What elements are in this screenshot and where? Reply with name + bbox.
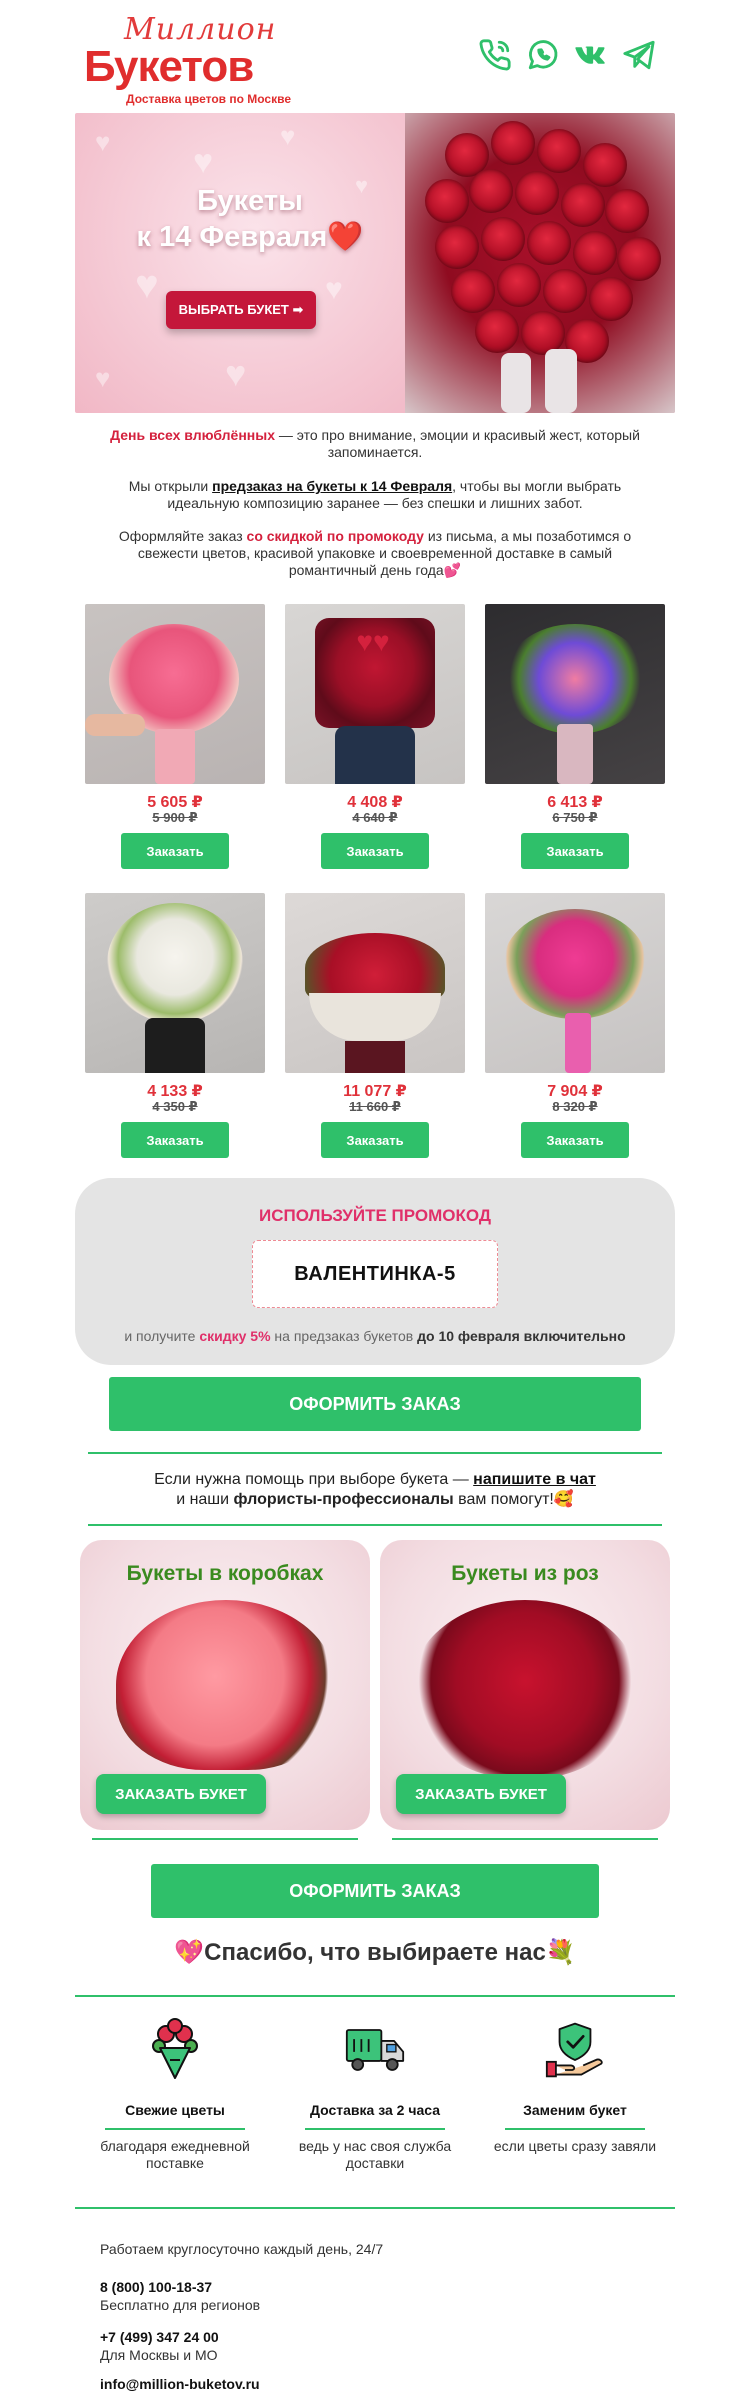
- product-old-price: 4 350 ₽: [152, 1099, 198, 1114]
- product-image-pink-roses[interactable]: [85, 604, 265, 784]
- feature-delivery: [285, 2018, 465, 2172]
- category-title: Букеты в коробках: [126, 1562, 324, 1585]
- help-line2-start: и наши: [176, 1491, 234, 1508]
- product-old-price: 11 660 ₽: [349, 1099, 401, 1114]
- roses-box-image: [116, 1600, 336, 1770]
- footer-phone-1-block: [100, 2278, 260, 2314]
- florists-bold: флористы-профессионалы: [233, 1491, 454, 1508]
- promo-title: ИСПОЛЬЗУЙТЕ ПРОМОКОД: [259, 1206, 491, 1225]
- feature-title: Заменим букет: [523, 2102, 627, 2118]
- shield-hand-icon: [545, 2018, 605, 2082]
- intro-p3-start: Оформляйте заказ: [118, 528, 247, 544]
- bouquet-icon: [145, 2018, 205, 2082]
- footer-phone-2[interactable]: +7 (499) 347 24 00: [100, 2329, 219, 2345]
- divider: [88, 1452, 662, 1454]
- help-line2-rest: вам помогут!🥰: [453, 1491, 574, 1508]
- product-image-iris-roses[interactable]: [485, 604, 665, 784]
- promo-note-mid: на предзаказ букетов: [270, 1328, 418, 1344]
- hero-title-line1: Букеты: [197, 185, 303, 217]
- preorder-link[interactable]: предзаказ на букеты к 14 Февраля: [212, 478, 453, 494]
- heart-emoji: ❤️: [327, 221, 364, 253]
- intro-p2-text: , чтобы вы могли выбрать идеальную композицию заранее — без спешки и лишних забот.: [167, 478, 622, 511]
- divider: [75, 2207, 675, 2209]
- product-price: 11 077 ₽: [343, 1083, 407, 1100]
- telegram-icon[interactable]: [620, 36, 658, 74]
- order-product-button[interactable]: Заказать: [121, 1122, 229, 1158]
- logo-main: Букетов: [84, 42, 254, 91]
- feature-underline: [105, 2128, 245, 2130]
- promo-discount-highlight: со скидкой по промокоду: [246, 528, 424, 544]
- order-bouquet-button[interactable]: ЗАКАЗАТЬ БУКЕТ: [96, 1774, 266, 1814]
- order-bouquet-button[interactable]: ЗАКАЗАТЬ БУКЕТ: [396, 1774, 566, 1814]
- divider: [392, 1838, 658, 1840]
- logo[interactable]: [84, 12, 304, 106]
- product-card: [85, 604, 265, 869]
- intro-p1-text: — это про внимание, эмоции и красивый жест, который запоминается.: [275, 427, 640, 460]
- header: [0, 0, 750, 110]
- product-card: [485, 604, 665, 869]
- thanks-heading: 💖Спасибо, что выбираете нас💐: [174, 1939, 576, 1966]
- product-price: 4 408 ₽: [347, 794, 403, 811]
- hero-title-line2: к 14 Февраля: [136, 221, 328, 253]
- intro-p2-start: Мы открыли: [128, 478, 213, 494]
- place-order-button[interactable]: ОФОРМИТЬ ЗАКАЗ: [109, 1377, 641, 1431]
- footer-phone-2-block: [100, 2328, 219, 2364]
- product-price: 5 605 ₽: [147, 794, 203, 811]
- promo-block: [75, 1178, 675, 1365]
- product-card: [85, 893, 265, 1158]
- product-old-price: 5 900 ₽: [152, 810, 198, 825]
- chat-link[interactable]: напишите в чат: [473, 1471, 596, 1488]
- feature-text: ведь у нас своя служба доставки: [298, 2138, 452, 2171]
- footer-phone-1[interactable]: 8 (800) 100-18-37: [100, 2279, 213, 2295]
- help-text: [75, 1470, 675, 1510]
- product-image-white-tulips[interactable]: [85, 893, 265, 1073]
- feature-underline: [305, 2128, 445, 2130]
- divider: [75, 1995, 675, 1997]
- logo-script: Миллион: [124, 12, 277, 47]
- divider: [92, 1838, 358, 1840]
- whatsapp-icon[interactable]: [524, 36, 562, 74]
- category-card-roses[interactable]: [380, 1540, 670, 1830]
- feature-fresh-flowers: [85, 2018, 265, 2172]
- hero-rose-bouquet-image: [405, 113, 675, 413]
- place-order-button-2[interactable]: ОФОРМИТЬ ЗАКАЗ: [151, 1864, 599, 1918]
- intro-paragraph-3: [95, 528, 655, 579]
- delivery-truck-icon: [345, 2018, 405, 2082]
- order-product-button[interactable]: Заказать: [521, 1122, 629, 1158]
- vk-icon[interactable]: [572, 36, 610, 74]
- feature-text: благодаря ежедневной поставке: [100, 2138, 250, 2171]
- product-old-price: 6 750 ₽: [552, 810, 598, 825]
- product-image-peonies[interactable]: [485, 893, 665, 1073]
- intro-paragraph-1: [95, 427, 655, 461]
- footer-email[interactable]: info@million-buketov.ru: [100, 2376, 260, 2392]
- footer-phone-2-note: Для Москвы и МО: [100, 2347, 218, 2363]
- product-card: [285, 604, 465, 869]
- intro-p3-text: из письма, а мы позаботимся о свежести цветов, красивой упаковке и своевременной доставке в самый романтичный день года💕: [137, 528, 632, 578]
- help-line1: Если нужна помощь при выборе букета —: [154, 1471, 474, 1488]
- product-old-price: 8 320 ₽: [552, 1099, 598, 1114]
- footer-email-block: [100, 2375, 260, 2393]
- promo-note-start: и получите: [124, 1328, 200, 1344]
- feature-underline: [505, 2128, 645, 2130]
- hero-banner[interactable]: ♥ ♥ ♥ ♥ ♥ ♥ ♥ ♥ Букеты к 14 Февраля❤️ ВЫБРАТЬ БУКЕТ ➡: [75, 113, 675, 413]
- feature-replace: [485, 2018, 665, 2155]
- product-image-red-roses-wrap[interactable]: ♥♥: [285, 604, 465, 784]
- red-roses-image: [410, 1600, 640, 1780]
- promo-code[interactable]: ВАЛЕНТИНКА-5: [252, 1240, 498, 1308]
- footer-hours: Работаем круглосуточно каждый день, 24/7: [100, 2241, 384, 2257]
- product-price: 6 413 ₽: [547, 794, 603, 811]
- intro-paragraph-2: [95, 478, 655, 512]
- order-product-button[interactable]: Заказать: [321, 1122, 429, 1158]
- order-product-button[interactable]: Заказать: [121, 833, 229, 869]
- feature-text: если цветы сразу завяли: [493, 2138, 657, 2154]
- feature-title: Свежие цветы: [125, 2102, 225, 2118]
- promo-discount: скидку 5%: [199, 1328, 271, 1344]
- logo-tagline: Доставка цветов по Москве: [126, 92, 292, 106]
- order-product-button[interactable]: Заказать: [521, 833, 629, 869]
- footer-phone-1-note: Бесплатно для регионов: [100, 2297, 261, 2313]
- product-image-roses-basket[interactable]: [285, 893, 465, 1073]
- product-price: 7 904 ₽: [547, 1083, 603, 1100]
- promo-note: [75, 1328, 675, 1344]
- hero-title: [115, 183, 385, 255]
- product-card: [485, 893, 665, 1158]
- product-old-price: 4 640 ₽: [352, 810, 398, 825]
- promo-deadline: до 10 февраля включительно: [417, 1328, 626, 1344]
- product-card: [285, 893, 465, 1158]
- feature-title: Доставка за 2 часа: [309, 2102, 440, 2118]
- valentines-day-highlight: День всех влюблённых: [110, 427, 275, 443]
- order-product-button[interactable]: Заказать: [321, 833, 429, 869]
- choose-bouquet-button[interactable]: ВЫБРАТЬ БУКЕТ ➡: [166, 291, 316, 329]
- category-card-boxes[interactable]: [80, 1540, 370, 1830]
- product-price: 4 133 ₽: [147, 1083, 203, 1100]
- phone-icon[interactable]: [476, 36, 514, 74]
- divider: [88, 1524, 662, 1526]
- category-title: Букеты из роз: [451, 1562, 599, 1585]
